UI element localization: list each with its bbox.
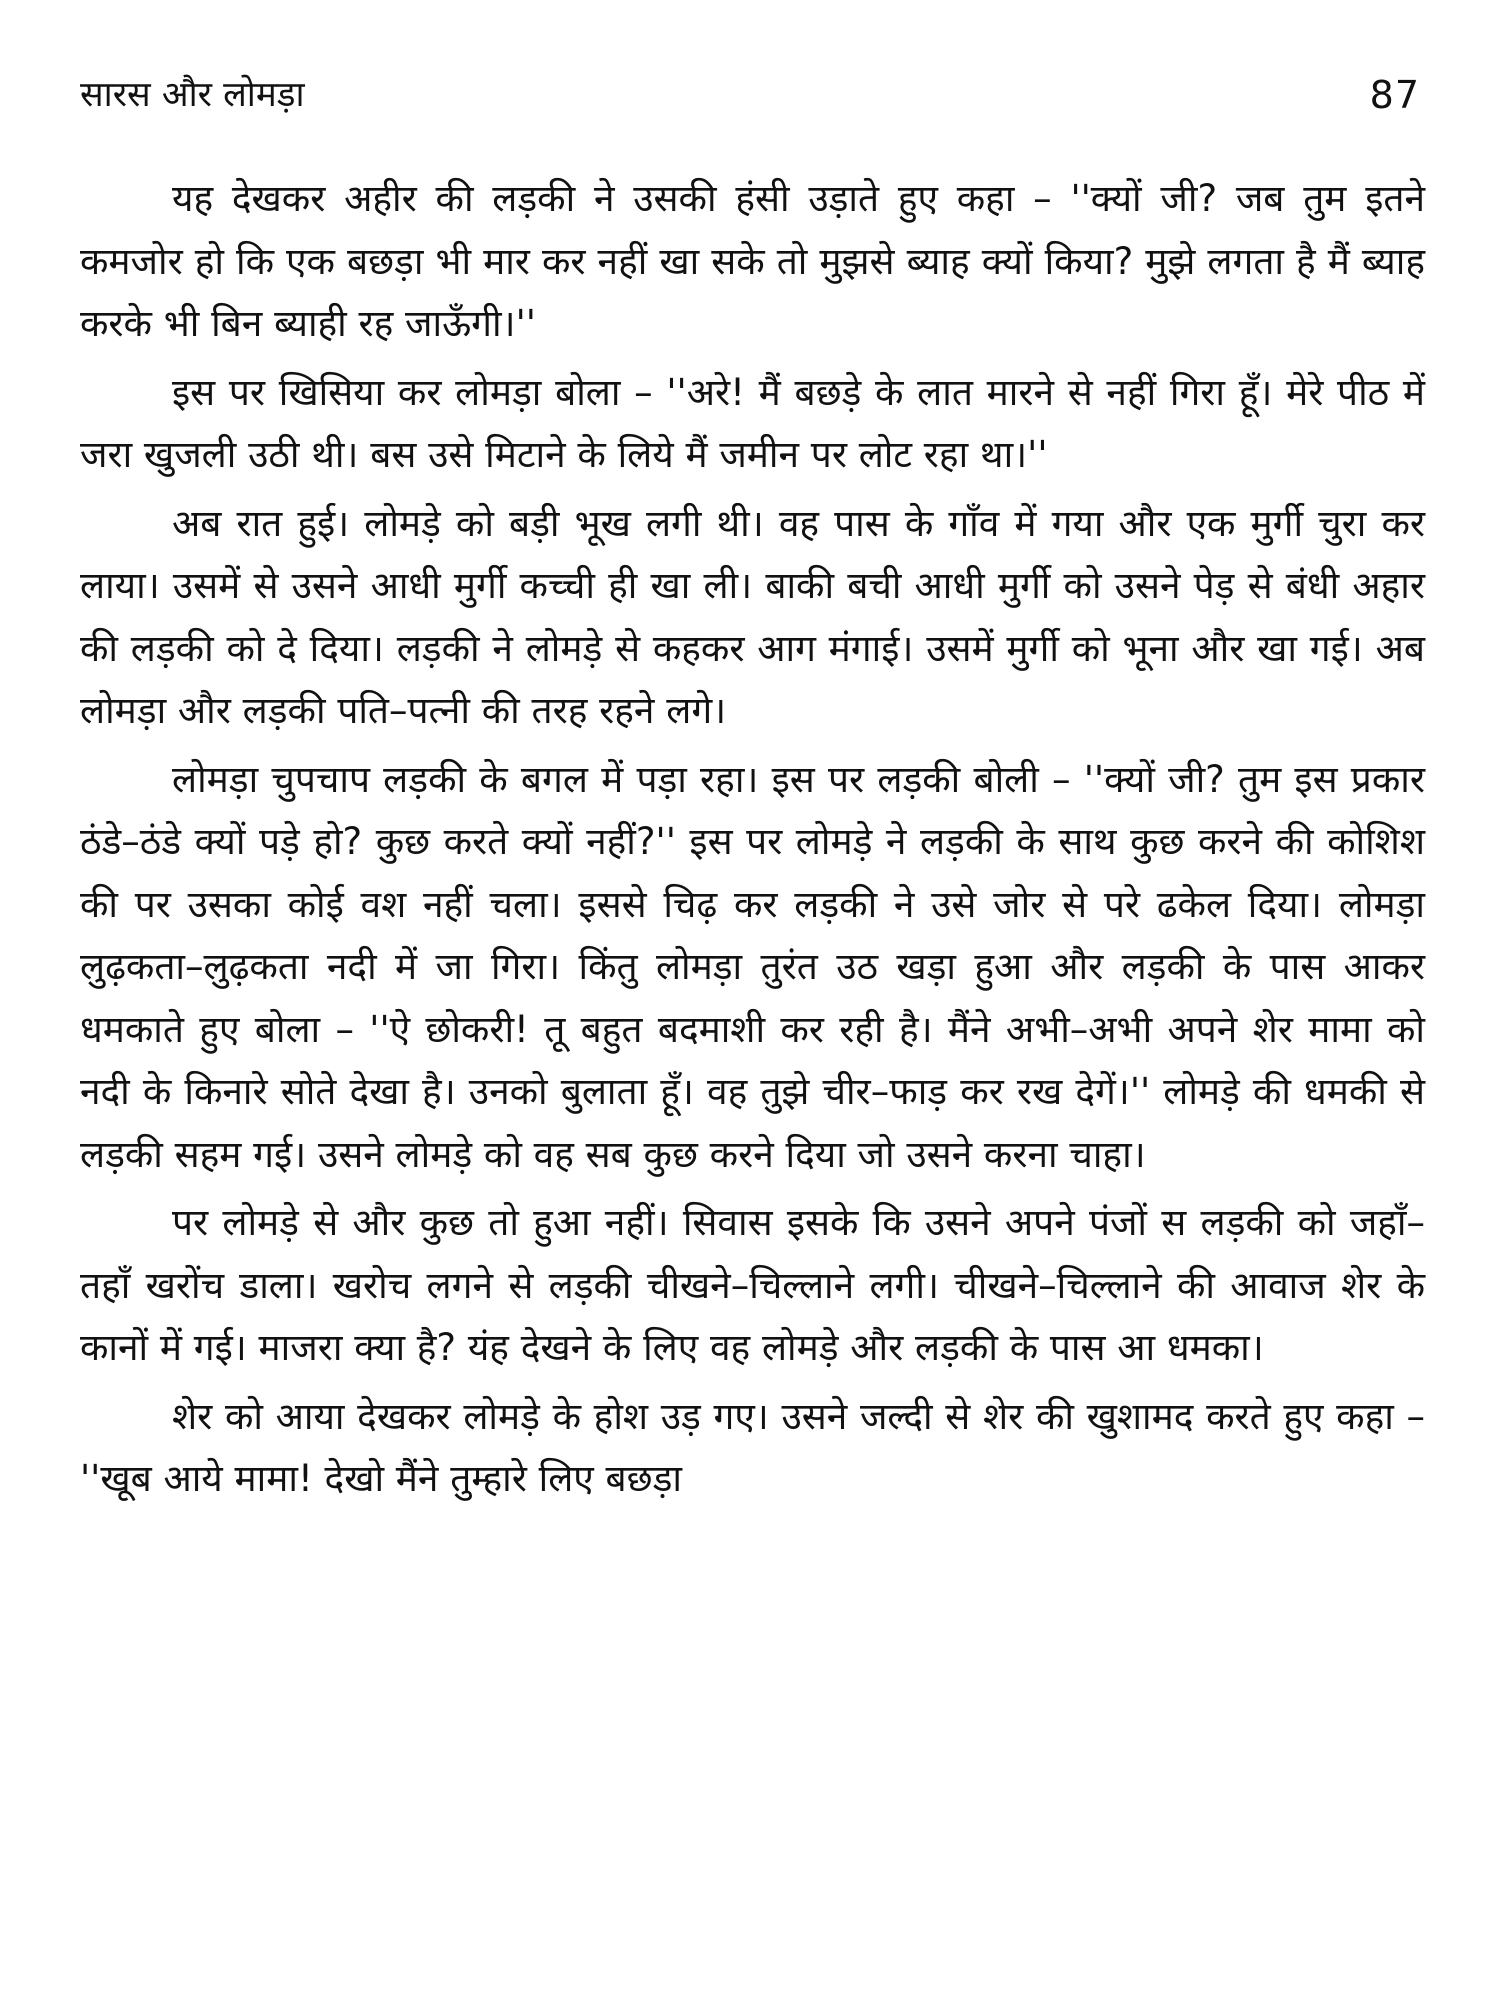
paragraph-4: लोमड़ा चुपचाप लड़की के बगल में पड़ा रहा। इस पर लड़की बोली – ''क्यों जी? तुम इस प्रकार ठंडे–ठंडे क्यों पड़े हो? कुछ करते क्यों नहीं?'' इस पर लोमड़े ने लड़की के साथ कुछ करने की कोशिश की पर उसका कोई वश नहीं चला। इससे चिढ़ कर लड़की ने उसे जोर से परे ढकेल दिया। लोमड़ा लुढ़कता–लुढ़कता नदी में जा गिरा। किंतु लोमड़ा तुरंत उठ खड़ा हुआ और लड़की के पास आकर धमकाते हुए बोला – ''ऐ छोकरी! तू बहुत बदमाशी कर रही है। मैंने अभी–अभी अपने शेर मामा को नदी के किनारे सोते देखा है। उनको बुलाता हूँ। वह तुझे चीर–फाड़ कर रख देगें।'' लोमड़े की धमकी से लड़की सहम गई। उसने लोमड़े को वह सब कुछ करने दिया जो उसने करना चाहा। (80, 757, 1425, 1176)
running-header (80, 70, 1420, 130)
paragraph-1: यह देखकर अहीर की लड़की ने उसकी हंसी उड़ाते हुए कहा – ''क्यों जी? जब तुम इतने कमजोर हो कि एक बछड़ा भी मार कर नहीं खा सके तो मुझसे ब्याह क्यों किया? मुझे लगता है मैं ब्याह करके भी बिन ब्याही रह जाऊँगी।'' (80, 177, 1425, 345)
page-number: 87 (1369, 73, 1420, 117)
paragraph-5: पर लोमड़े से और कुछ तो हुआ नहीं। सिवास इसके कि उसने अपने पंजों स लड़की को जहाँ–तहाँ खरोंच डाला। खरोच लगने से लड़की चीखने–चिल्लाने लगी। चीखने–चिल्लाने की आवाज शेर के कानों में गई। माजरा क्या है? यंह देखने के लिए वह लोमड़े और लड़की के पास आ धमका। (80, 1201, 1425, 1369)
paragraph-6: शेर को आया देखकर लोमड़े के होश उड़ गए। उसने जल्दी से शेर की खुशामद करते हुए कहा – ''खूब आये मामा! देखो मैंने तुम्हारे लिए बछड़ा (80, 1394, 1425, 1500)
paragraph-3: अब रात हुई। लोमड़े को बड़ी भूख लगी थी। वह पास के गाँव में गया और एक मुर्गी चुरा कर लाया। उसमें से उसने आधी मुर्गी कच्ची ही खा ली। बाकी बची आधी मुर्गी को उसने पेड़ से बंधी अहार की लड़की को दे दिया। लड़की ने लोमड़े से कहकर आग मंगाई। उसमें मुर्गी को भूना और खा गई। अब लोमड़ा और लड़की पति–पत्नी की तरह रहने लगे। (80, 501, 1425, 732)
chapter-title: सारस और लोमड़ा (80, 75, 305, 115)
paragraph-2: इस पर खिसिया कर लोमड़ा बोला – ''अरे! मैं बछड़े के लात मारने से नहीं गिरा हूँ। मेरे पीठ में जरा खुजली उठी थी। बस उसे मिटाने के लिये मैं जमीन पर लोट रहा था।'' (80, 370, 1425, 476)
story-body (80, 168, 1425, 1517)
